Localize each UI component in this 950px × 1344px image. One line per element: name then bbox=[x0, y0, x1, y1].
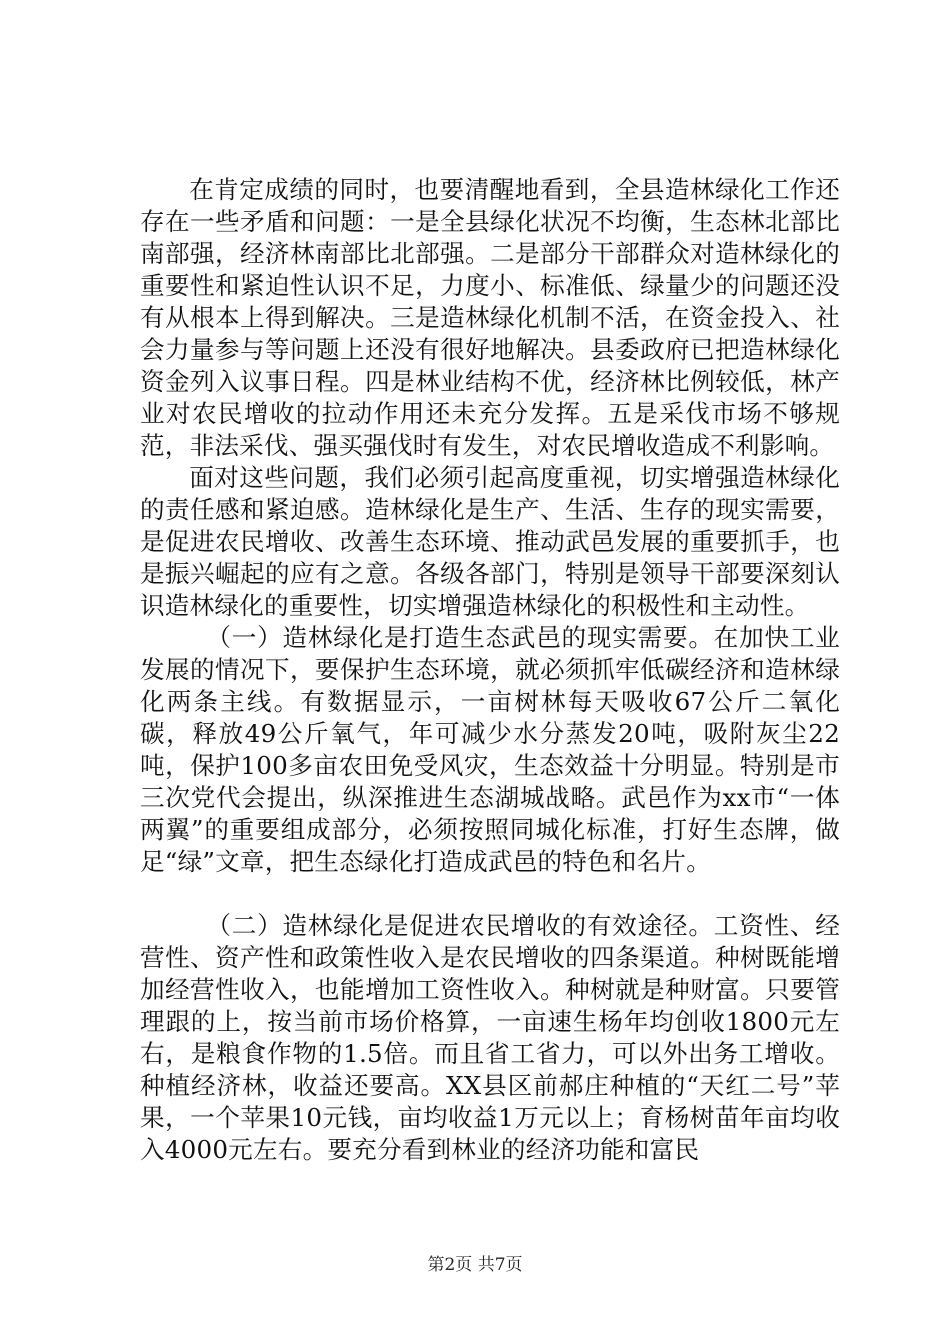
paragraph-section-two bbox=[140, 910, 840, 1166]
document-body bbox=[140, 174, 840, 1166]
page-footer: 第2页 共7页 bbox=[427, 1255, 523, 1275]
paragraph-section-one bbox=[140, 622, 840, 878]
paragraph-section-two-text: （二）造林绿化是促进农民增收的有效途径。工资性、经营性、资产性和政策性收入是农民增收的四条渠道。种树既能增加经营性收入，也能增加工资性收入。种树就是种财富。只要管理跟的上，按当前市场价格算，一亩速生杨年均创收1800元左右，是粮食作物的1.5倍。而且省工省力，可以外出务工增收。种植经济林，收益还要高。XX县区前郝庄种植的“天红二号”苹果，一个苹果10元钱，亩均收益1万元以上；育杨树苗年亩均收入4000元左右。要充分看到林业的经济功能和富民 bbox=[140, 911, 840, 1164]
paragraph-section-one-text: （一）造林绿化是打造生态武邑的现实需要。在加快工业发展的情况下，要保护生态环境，就必须抓牢低碳经济和造林绿化两条主线。有数据显示，一亩树林每天吸收67公斤二氧化碳，释放49公斤氧气，年可减少水分蒸发20吨，吸附灰尘22吨，保护100多亩农田免受风灾，生态效益十分明显。特别是市三次党代会提出，纵深推进生态湖城战略。武邑作为xx市“一体两翼”的重要组成部分，必须按照同城化标准，打好生态牌，做足“绿”文章，把生态绿化打造成武邑的特色和名片。 bbox=[140, 623, 840, 876]
paragraph-spacer bbox=[140, 878, 840, 910]
paragraph-importance: 面对这些问题，我们必须引起高度重视，切实增强造林绿化的责任感和紧迫感。造林绿化是生产、生活、生存的现实需要，是促进农民增收、改善生态环境、推动武邑发展的重要抓手，也是振兴崛起的应有之意。各级各部门，特别是领导干部要深刻认识造林绿化的重要性，切实增强造林绿化的积极性和主动性。 bbox=[140, 463, 840, 620]
paragraph-problems: 在肯定成绩的同时，也要清醒地看到，全县造林绿化工作还存在一些矛盾和问题：一是全县绿化状况不均衡，生态林北部比南部强，经济林南部比北部强。二是部分干部群众对造林绿化的重要性和紧迫性认识不足，力度小、标准低、绿量少的问题还没有从根本上得到解决。三是造林绿化机制不活，在资金投入、社会力量参与等问题上还没有很好地解决。县委政府已把造林绿化资金列入议事日程。四是林业结构不优，经济林比例较低，林产业对农民增收的拉动作用还未充分发挥。五是采伐市场不够规范，非法采伐、强买强伐时有发生，对农民增收造成不利影响。 bbox=[140, 175, 840, 460]
